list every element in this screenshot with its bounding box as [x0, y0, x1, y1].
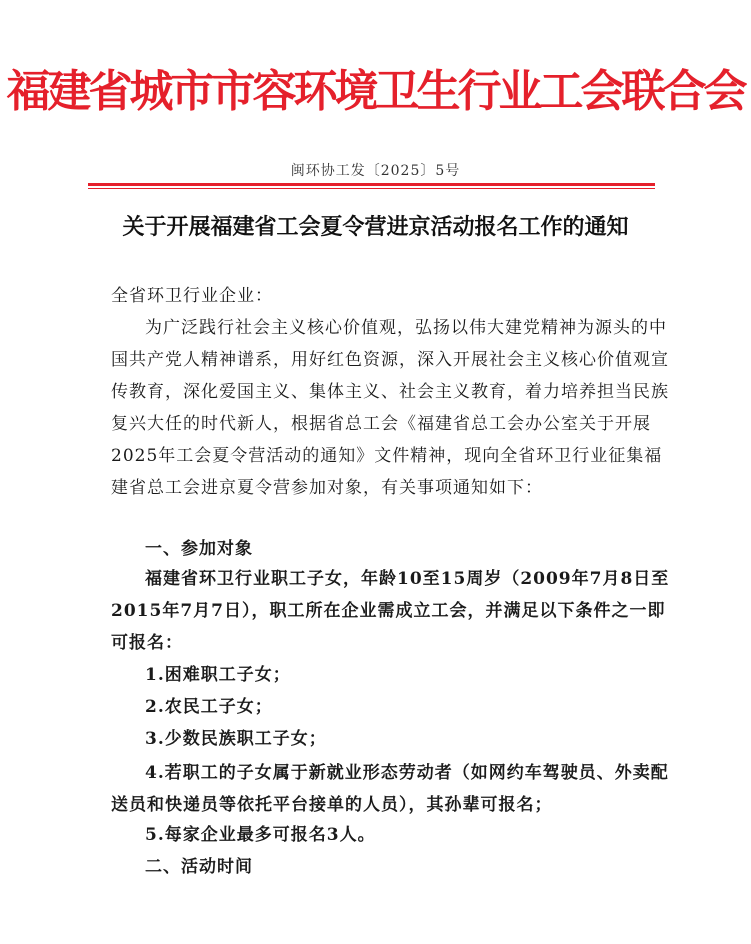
- condition-item: 3.少数民族职工子女；: [145, 729, 327, 749]
- notice-title: 关于开展福建省工会夏令营进京活动报名工作的通知: [122, 214, 629, 240]
- document-number: 闽环协工发〔2025〕5号: [290, 163, 461, 179]
- participants-paragraph: 福建省环卫行业职工子女，年龄10至15周岁（2009年7月8日至2015年7月7日），职工所在企业需成立工会，并满足以下条件之一即可报名：: [111, 569, 670, 653]
- condition-item: 4.若职工的子女属于新就业形态劳动者（如网约车驾驶员、外卖配送员和快递员等依托平台接单的人员），其孙辈可报名；: [111, 763, 669, 815]
- addressee: 全省环卫行业企业：: [111, 286, 273, 306]
- section-heading-time: 二、活动时间: [145, 857, 253, 877]
- condition-item: 2.农民工子女；: [145, 697, 273, 717]
- section-heading-participants: 一、参加对象: [145, 539, 253, 559]
- organization-header: 福建省城市市容环境卫生行业工会联合会: [6, 66, 745, 117]
- red-divider-thick: [88, 183, 655, 186]
- intro-paragraph: 为广泛践行社会主义核心价值观，弘扬以伟大建党精神为源头的中国共产党人精神谱系，用好红色资源，深入开展社会主义核心价值观宣传教育，深化爱国主义、集体主义、社会主义教育，着力培养担当民族复兴大任的时代新人，根据省总工会《福建省总工会办公室关于开展2025年工会夏令营活动的通知》文件精神，现向全省环卫行业征集福建省总工会进京夏令营参加对象，有关事项通知如下：: [111, 318, 669, 498]
- condition-item: 5.每家企业最多可报名3人。: [145, 825, 376, 845]
- condition-item: 1.困难职工子女；: [145, 665, 291, 685]
- red-divider-thin: [88, 188, 655, 189]
